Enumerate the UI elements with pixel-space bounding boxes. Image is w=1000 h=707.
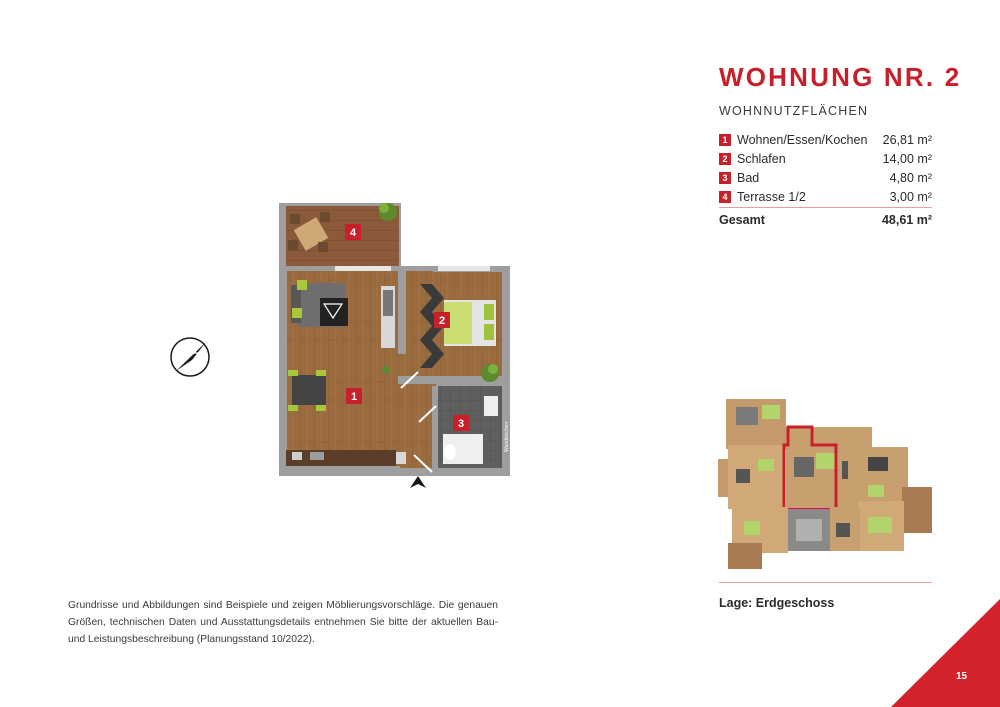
room-number-badge: 4 xyxy=(719,191,731,203)
page-title: WOHNUNG NR. 2 xyxy=(719,62,962,92)
svg-text:2: 2 xyxy=(438,315,446,327)
entrance-arrow-icon xyxy=(410,476,426,488)
page-number: 15 xyxy=(956,671,968,682)
area-row xyxy=(719,188,932,207)
room-marker-3 xyxy=(453,415,469,431)
area-row xyxy=(719,150,932,169)
location-label: Lage: Erdgeschoss xyxy=(719,596,835,610)
svg-text:1: 1 xyxy=(350,391,358,403)
room-number-badge: 3 xyxy=(719,172,731,184)
total-row xyxy=(719,211,932,229)
area-label: Schlafen xyxy=(737,152,786,166)
area-value: 14,00 m² xyxy=(882,152,932,166)
disclaimer-text: Grundrisse und Abbildungen sind Beispiele und zeigen Möblierungsvorschläge. Die genauen Größen, technischen Daten und Ausstattungsdetails entnehmen Sie bitte der aktuellen Bau- und Leistungsbeschreibung (Planungsstand 10/2022). xyxy=(68,600,498,645)
total-value: 48,61 m² xyxy=(881,213,932,227)
compass-icon xyxy=(171,338,209,376)
total-label: Gesamt xyxy=(719,213,765,227)
svg-text:4: 4 xyxy=(349,227,357,239)
room-number-badge: 1 xyxy=(719,134,731,146)
wall-label: Wandzeichen xyxy=(504,421,510,452)
floor-plan xyxy=(160,190,520,500)
area-row xyxy=(719,169,932,188)
divider xyxy=(719,207,932,208)
area-value: 26,81 m² xyxy=(882,133,932,147)
area-list xyxy=(719,131,932,207)
room-marker-2 xyxy=(434,312,450,328)
svg-text:3: 3 xyxy=(457,418,465,430)
section-subtitle: WOHNNUTZFLÄCHEN xyxy=(719,104,869,118)
room-number-badge: 2 xyxy=(719,153,731,165)
area-label: Wohnen/Essen/Kochen xyxy=(737,133,868,147)
location-overview-plan xyxy=(718,397,934,570)
area-value: 4,80 m² xyxy=(889,171,932,185)
area-value: 3,00 m² xyxy=(889,190,932,204)
area-label: Terrasse 1/2 xyxy=(737,190,806,204)
page-corner-decoration xyxy=(891,599,1000,707)
divider xyxy=(719,582,932,583)
area-row xyxy=(719,131,932,150)
room-marker-1 xyxy=(346,388,362,404)
area-label: Bad xyxy=(737,171,760,185)
room-marker-4 xyxy=(345,224,361,240)
